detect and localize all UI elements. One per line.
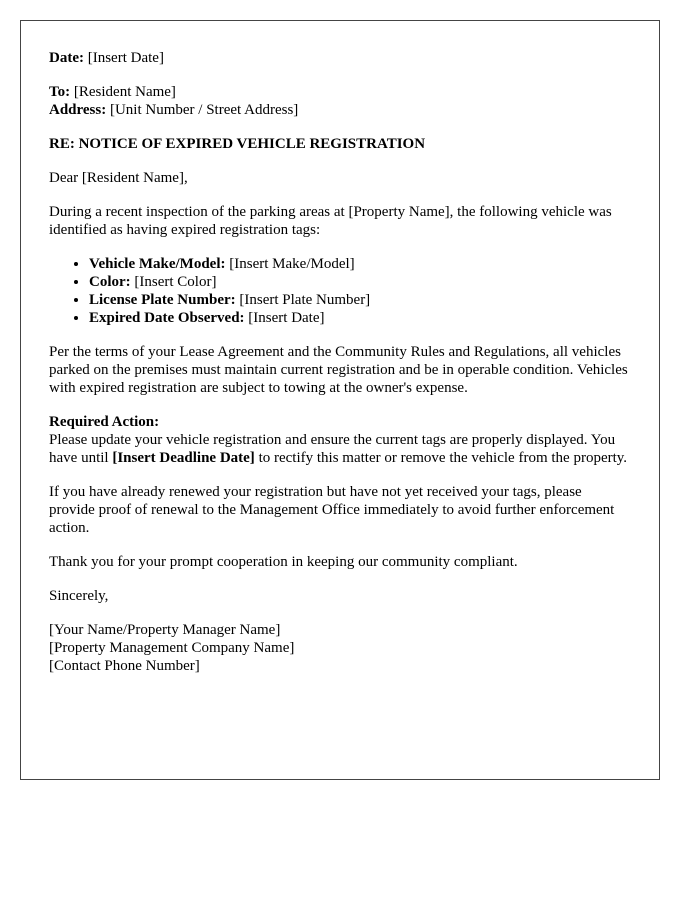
date-label: Date: [49,50,84,66]
detail-label: Vehicle Make/Model: [89,256,226,272]
thanks-paragraph: Thank you for your prompt cooperation in keeping our community compliant. [49,554,518,570]
detail-value: [Insert Color] [130,274,217,290]
intro-paragraph: During a recent inspection of the parking areas at [Property Name], the following vehicle was identified as having expired registration tags: [49,204,612,238]
signature-company: [Property Management Company Name] [49,640,295,656]
policy-paragraph: Per the terms of your Lease Agreement and the Community Rules and Regulations, all vehicles parked on the premises must maintain current registration and be in operable condition. Vehicles with expired registration are subject to towing at the owner's expense. [49,344,628,396]
signature-block [49,621,631,675]
to-line [49,83,631,101]
address-line [49,101,631,119]
vehicle-detail-item [89,291,631,309]
date-value: [Insert Date] [83,50,164,66]
detail-label: License Plate Number: [89,292,236,308]
required-action-text-2: to rectify this matter or remove the vehicle from the property. [254,450,628,466]
renewal-paragraph: If you have already renewed your registration but have not yet received your tags, please provide proof of renewal to the Management Office immediately to avoid further enforcement action. [49,484,615,536]
recipient-block [49,83,631,119]
required-action-heading: Required Action: [49,414,160,430]
deadline-placeholder: [Insert Deadline Date] [112,450,255,466]
detail-value: [Insert Make/Model] [225,256,355,272]
signature-name: [Your Name/Property Manager Name] [49,622,281,638]
vehicle-detail-item [89,273,631,291]
vehicle-detail-item [89,255,631,273]
vehicle-details-list [49,255,631,327]
date-line [49,49,631,67]
detail-value: [Insert Plate Number] [235,292,371,308]
address-value: [Unit Number / Street Address] [106,102,299,118]
required-action-block [49,413,631,467]
detail-value: [Insert Date] [244,310,325,326]
subject-line: RE: NOTICE OF EXPIRED VEHICLE REGISTRATION [49,136,426,152]
required-action-text-1: Please update your vehicle registration and ensure the current tags are properly displayed. You have until [49,432,616,466]
signature-phone: [Contact Phone Number] [49,658,200,674]
salutation: Dear [Resident Name], [49,170,188,186]
closing: Sincerely, [49,588,109,604]
to-label: To: [49,84,71,100]
detail-label: Expired Date Observed: [89,310,245,326]
letter-document [20,20,660,780]
vehicle-detail-item [89,309,631,327]
to-value: [Resident Name] [70,84,176,100]
address-label: Address: [49,102,107,118]
detail-label: Color: [89,274,131,290]
